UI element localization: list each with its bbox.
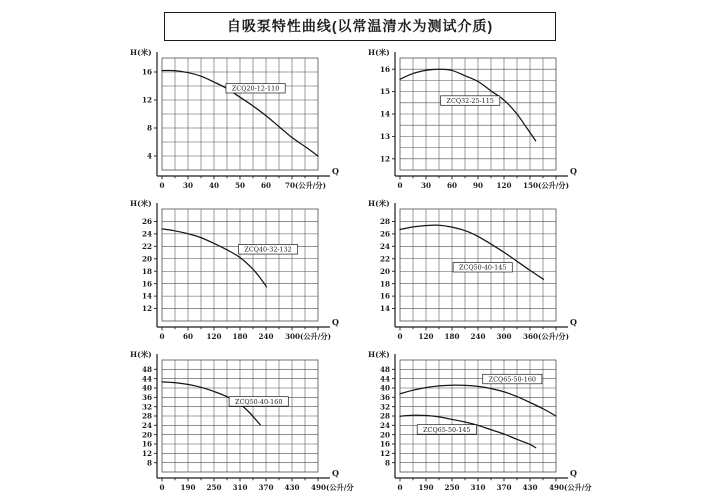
curve-label-box: [226, 83, 285, 93]
y-tick-label: 40: [141, 383, 152, 393]
y-tick-label: 44: [141, 374, 152, 384]
y-tick-label: 16: [141, 439, 152, 449]
x-tick-label: 370: [496, 483, 512, 492]
curve-label-text: ZCQ65-50-145: [423, 425, 471, 434]
curve-label-box: [417, 425, 476, 435]
y-tick-label: 40: [379, 383, 390, 393]
x-tick-label: 370: [258, 483, 274, 492]
x-tick-label: 120: [418, 332, 434, 341]
x-tick-label: 300: [496, 332, 512, 341]
x-tick-label: 70(公升/分): [285, 181, 326, 190]
y-tick-label: 22: [141, 241, 152, 251]
x-tick-label: 150(公升/分): [523, 181, 569, 190]
x-axis-label: Q: [570, 468, 577, 478]
y-tick-label: 16: [141, 67, 152, 77]
charts-grid: [125, 47, 595, 499]
y-tick-label: 24: [379, 241, 390, 251]
curve-label-box: [441, 96, 500, 106]
curve-label-text: ZCQ20-12-110: [231, 84, 280, 93]
y-tick-label: 12: [379, 154, 390, 164]
chart-canvas: [366, 349, 592, 499]
x-tick-label: 0: [397, 483, 403, 492]
curve-label-box: [238, 245, 297, 255]
y-tick-label: 26: [141, 217, 152, 227]
x-tick-label: 190: [418, 483, 434, 492]
x-tick-label: 180: [444, 332, 460, 341]
x-tick-label: 250: [444, 483, 460, 492]
x-tick-label: 120: [496, 181, 512, 190]
y-tick-label: 4: [146, 151, 152, 161]
x-tick-label: 240: [470, 332, 486, 341]
y-tick-label: 20: [379, 430, 390, 440]
y-tick-label: 48: [141, 364, 152, 374]
x-tick-label: 60: [446, 181, 458, 190]
y-tick-label: 32: [141, 402, 152, 412]
y-tick-label: 20: [141, 430, 152, 440]
curve-label-text: ZCQ65-50-160: [488, 375, 536, 384]
y-tick-label: 12: [141, 95, 152, 105]
x-tick-label: 0: [159, 332, 165, 341]
y-tick-label: 8: [146, 458, 152, 468]
y-tick-label: 12: [141, 304, 152, 314]
y-tick-label: 28: [379, 411, 390, 421]
curve-label-text: ZCQ50-40-160: [235, 397, 283, 406]
chart-canvas: [366, 47, 592, 197]
page-title: [164, 12, 556, 41]
y-axis-label: H(米): [130, 199, 152, 208]
x-tick-label: 40: [208, 181, 220, 190]
pump-chart-zcq20-12-110: [128, 47, 354, 197]
x-tick-label: 0: [159, 483, 165, 492]
x-axis-label: Q: [570, 317, 577, 327]
catalog-page: [125, 0, 595, 499]
y-tick-label: 28: [379, 217, 390, 227]
x-tick-label: 90: [472, 181, 484, 190]
y-tick-label: 14: [141, 291, 152, 301]
y-tick-label: 16: [379, 64, 390, 74]
x-tick-label: 50: [234, 181, 246, 190]
x-tick-label: 360(公升/分): [523, 332, 569, 341]
pump-chart-zcq32-25-115: [366, 47, 592, 197]
x-tick-label: 30: [182, 181, 194, 190]
x-tick-label: 300(公升/分): [285, 332, 331, 341]
y-tick-label: 36: [141, 392, 152, 402]
y-tick-label: 22: [379, 254, 390, 264]
x-tick-label: 310: [232, 483, 248, 492]
y-tick-label: 16: [141, 279, 152, 289]
pump-chart-zcq50-40-160: [128, 349, 354, 499]
pump-chart-zcq50-40-145: [366, 198, 592, 348]
x-tick-label: 60: [182, 332, 194, 341]
x-tick-label: 490(公升/分): [549, 483, 592, 492]
x-tick-label: 240: [258, 332, 274, 341]
pump-chart-zcq65-50-160-zcq65-50-145: [366, 349, 592, 499]
x-axis-label: Q: [332, 317, 339, 327]
page-title-text: 自吸泵特性曲线(以常温清水为测试介质): [226, 18, 494, 34]
y-tick-label: 24: [141, 420, 152, 430]
y-tick-label: 13: [379, 132, 390, 141]
chart-canvas: [128, 349, 354, 499]
x-tick-label: 60: [260, 181, 272, 190]
curve-label-box: [229, 397, 288, 407]
y-tick-label: 16: [379, 439, 390, 449]
y-tick-label: 26: [379, 229, 390, 239]
y-axis-label: H(米): [130, 48, 152, 57]
y-tick-label: 12: [141, 448, 152, 458]
x-tick-label: 0: [397, 332, 403, 341]
x-tick-label: 310: [470, 483, 486, 492]
y-axis-label: H(米): [368, 350, 390, 359]
y-tick-label: 18: [141, 266, 152, 276]
y-tick-label: 18: [379, 279, 390, 289]
x-tick-label: 0: [397, 181, 403, 190]
y-axis-label: H(米): [368, 48, 390, 57]
y-tick-label: 8: [384, 458, 390, 468]
curve-label-box: [483, 374, 542, 384]
x-tick-label: 190: [180, 483, 196, 492]
chart-canvas: [366, 198, 592, 348]
pump-chart-zcq40-32-132: [128, 198, 354, 348]
y-tick-label: 14: [379, 304, 390, 314]
y-tick-label: 36: [379, 392, 390, 402]
x-tick-label: 490(公升/分): [311, 483, 354, 492]
x-axis-label: Q: [332, 468, 339, 478]
chart-canvas: [128, 198, 354, 348]
curve-label-text: ZCQ50-40-145: [459, 263, 507, 272]
y-tick-label: 44: [379, 374, 390, 384]
x-tick-label: 0: [159, 181, 165, 190]
y-axis-label: H(米): [130, 350, 152, 359]
y-tick-label: 24: [141, 229, 152, 239]
x-tick-label: 30: [420, 181, 432, 190]
y-tick-label: 32: [379, 402, 390, 412]
y-tick-label: 15: [379, 87, 390, 97]
y-tick-label: 24: [379, 420, 390, 430]
y-tick-label: 8: [146, 123, 152, 133]
y-tick-label: 16: [379, 291, 390, 301]
y-tick-label: 12: [379, 448, 390, 458]
y-tick-label: 20: [379, 266, 390, 276]
x-tick-label: 120: [206, 332, 222, 341]
y-tick-label: 48: [379, 364, 390, 374]
x-tick-label: 180: [232, 332, 248, 341]
y-tick-label: 20: [141, 254, 152, 264]
x-tick-label: 430: [522, 483, 538, 492]
curve-label-box: [453, 262, 512, 272]
curve-label-text: ZCQ32-25-115: [446, 96, 494, 105]
x-axis-label: Q: [332, 166, 339, 176]
y-tick-label: 28: [141, 411, 152, 421]
curve-label-text: ZCQ40-32-132: [244, 245, 292, 254]
x-tick-label: 430: [284, 483, 300, 492]
chart-canvas: [128, 47, 354, 197]
y-axis-label: H(米): [368, 199, 390, 208]
x-tick-label: 250: [206, 483, 222, 492]
x-axis-label: Q: [570, 166, 577, 176]
y-tick-label: 14: [379, 109, 390, 119]
